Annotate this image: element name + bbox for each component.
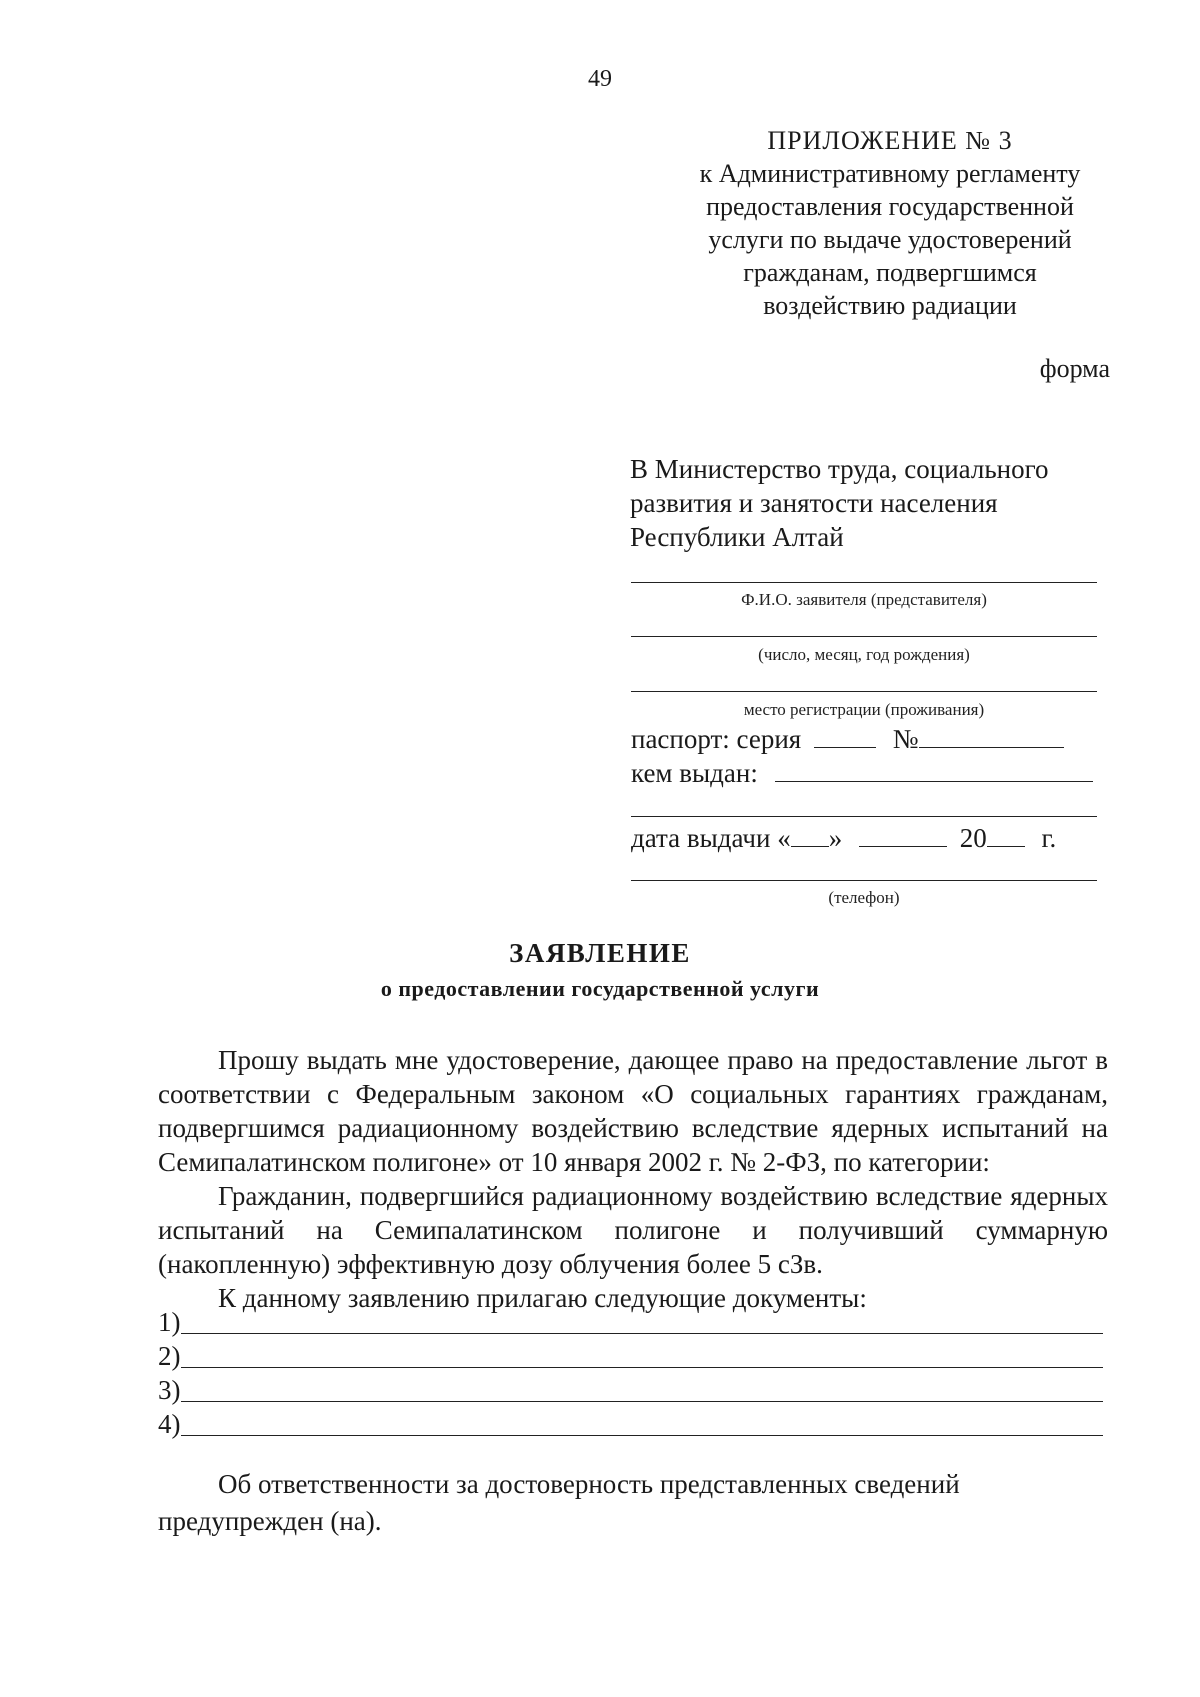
appendix-line: воздействию радиации xyxy=(763,291,1017,320)
addressee-block xyxy=(630,452,1100,554)
appendix-title: ПРИЛОЖЕНИЕ № 3 xyxy=(767,126,1013,155)
statement-subtitle: о предоставлении государственной услуги xyxy=(380,976,820,1001)
document-line-3[interactable] xyxy=(158,1372,1103,1406)
issue-date-label: дата выдачи « xyxy=(631,823,791,853)
residence-field[interactable] xyxy=(631,691,1097,692)
appendix-header xyxy=(660,124,1120,322)
responsibility-warning xyxy=(158,1466,1108,1540)
year-prefix: 20 xyxy=(959,823,987,853)
document-number: 2) xyxy=(158,1341,181,1371)
issued-by-field-continued[interactable] xyxy=(631,816,1097,817)
issued-by-field[interactable] xyxy=(775,757,1093,782)
passport-series-field[interactable] xyxy=(814,723,876,748)
document-field[interactable] xyxy=(181,1413,1104,1436)
statement-title: ЗАЯВЛЕНИЕ xyxy=(509,938,691,968)
birth-date-caption: (число, месяц, год рождения) xyxy=(758,645,970,664)
appendix-line: к Административному регламенту xyxy=(699,159,1081,188)
issue-year-field[interactable] xyxy=(987,822,1025,847)
fio-field[interactable] xyxy=(631,582,1097,583)
phone-field[interactable] xyxy=(631,880,1097,881)
issue-day-field[interactable] xyxy=(791,822,829,847)
appendix-line: предоставления государственной xyxy=(706,192,1074,221)
form-label: форма xyxy=(1039,354,1110,383)
document-field[interactable] xyxy=(181,1311,1104,1334)
page-number: 49 xyxy=(588,66,612,92)
document-line-1[interactable] xyxy=(158,1304,1103,1338)
issue-month-field[interactable] xyxy=(859,822,947,847)
issued-by-row xyxy=(631,757,1101,789)
body-paragraph: К данному заявлению прилагаю следующие документы: xyxy=(218,1283,867,1313)
passport-label: паспорт: серия xyxy=(631,724,802,754)
birth-date-field[interactable] xyxy=(631,636,1097,637)
addressee-line: развития и занятости населения xyxy=(630,488,998,518)
residence-caption: место регистрации (проживания) xyxy=(743,700,985,719)
passport-row xyxy=(631,723,1101,755)
document-number: 3) xyxy=(158,1375,181,1405)
issued-by-label: кем выдан: xyxy=(631,758,758,788)
body-paragraph: Прошу выдать мне удостоверение, дающее право на предоставление льгот в соответствии с Федеральным законом «О социальных гарантиях гражданам, подвергшимся радиационному воздействию вследствие ядерных испытаний на Семипалатинском полигоне» от 10 января 2002 г. № 2-ФЗ, по категории: xyxy=(158,1045,1108,1177)
document-field[interactable] xyxy=(181,1379,1104,1402)
body-paragraph: Гражданин, подвергшийся радиационному воздействию вследствие ядерных испытаний на Семипалатинском полигоне и получивший суммарную (накопленную) эффективную дозу облучения более 5 сЗв. xyxy=(158,1181,1108,1279)
year-suffix: г. xyxy=(1041,823,1057,853)
issue-date-row xyxy=(631,822,1101,854)
appendix-line: гражданам, подвергшимся xyxy=(743,258,1037,287)
document-number: 1) xyxy=(158,1307,181,1337)
document-line-4[interactable] xyxy=(158,1406,1103,1440)
fio-caption: Ф.И.О. заявителя (представителя) xyxy=(741,590,987,609)
passport-number-field[interactable] xyxy=(919,723,1064,748)
addressee-line: Республики Алтай xyxy=(630,522,844,552)
addressee-line: В Министерство труда, социального xyxy=(630,454,1049,484)
document-line-2[interactable] xyxy=(158,1338,1103,1372)
issue-date-close: » xyxy=(828,823,843,853)
warning-text: Об ответственности за достоверность представленных сведений предупрежден (на). xyxy=(158,1469,960,1536)
statement-body xyxy=(158,1043,1108,1315)
number-sign: № xyxy=(892,724,919,754)
appendix-line: услуги по выдаче удостоверений xyxy=(708,225,1072,254)
phone-caption: (телефон) xyxy=(828,888,900,907)
document-number: 4) xyxy=(158,1409,181,1439)
document-field[interactable] xyxy=(181,1345,1104,1368)
